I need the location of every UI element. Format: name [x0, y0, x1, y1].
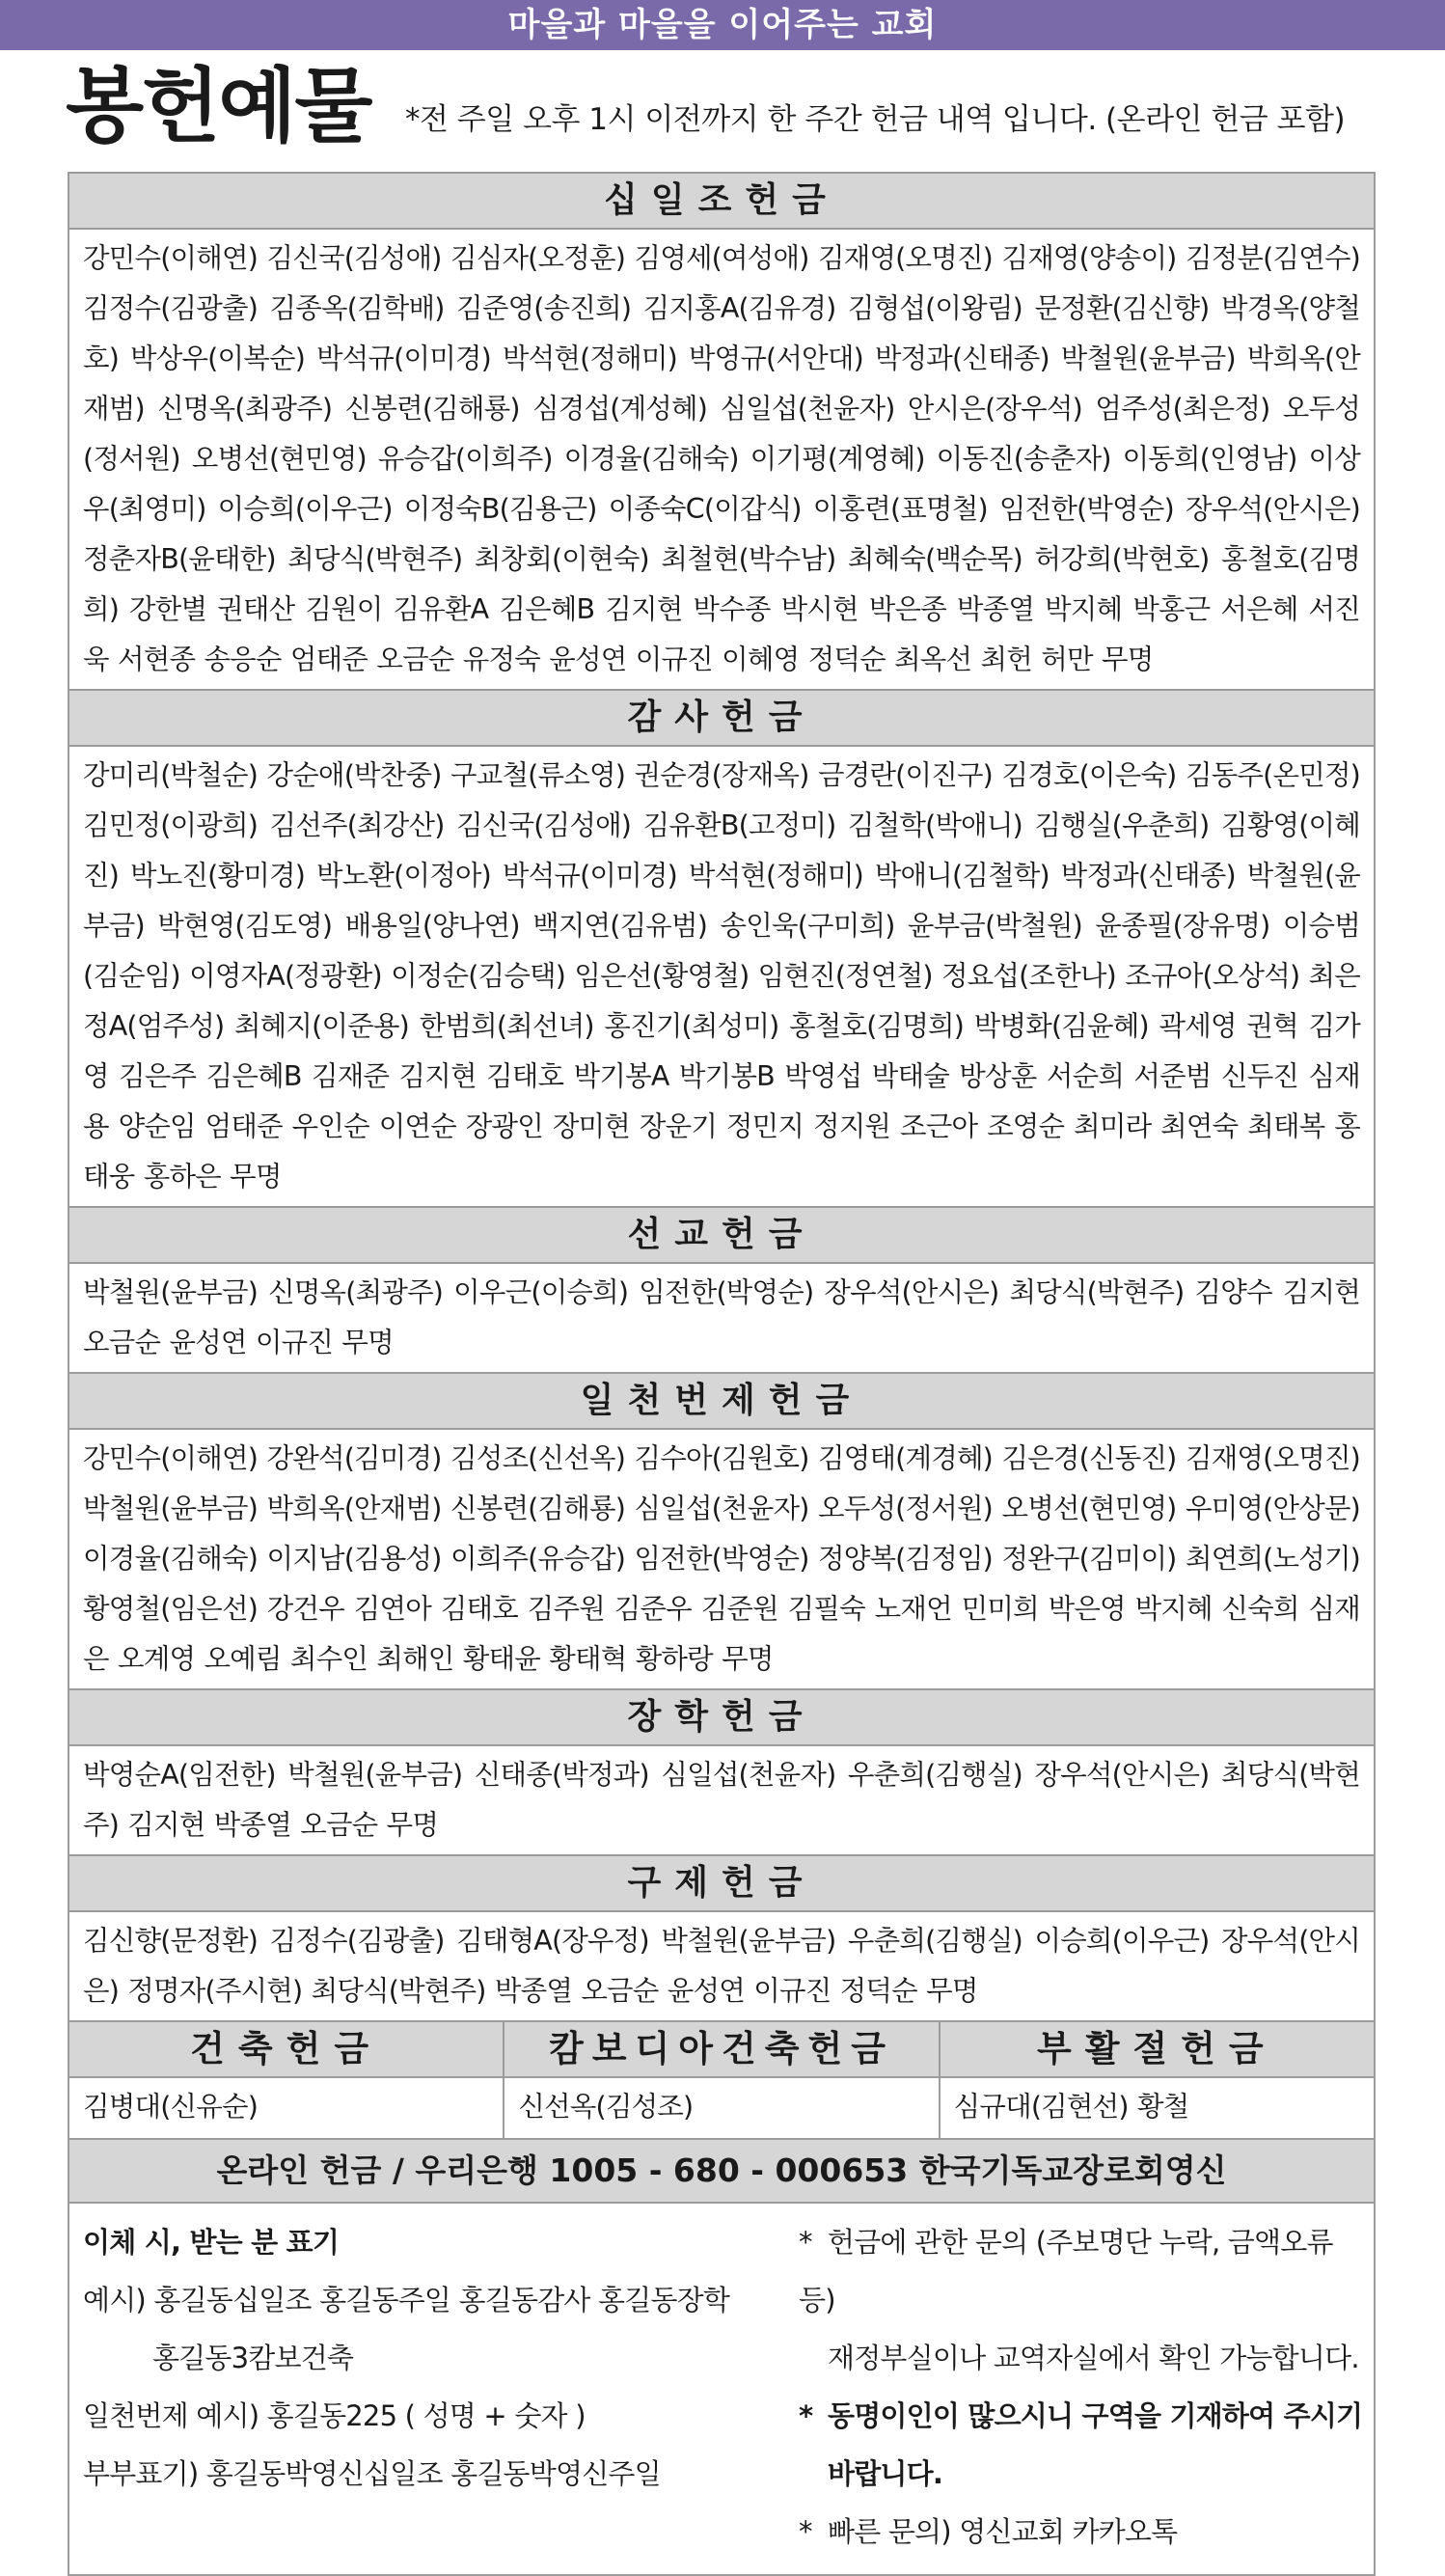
building-section	[69, 2022, 504, 2138]
section-heading: 감사헌금	[69, 689, 1374, 747]
section-heading: 구제헌금	[69, 1854, 1374, 1912]
church-motto-banner: 마을과 마을을 이어주는 교회	[0, 0, 1445, 50]
three-column-row	[69, 2020, 1374, 2138]
name-list: 강민수(이해연) 김신국(김성애) 김심자(오정훈) 김영세(여성애) 김재영(오명진) 김재영(양송이) 김정분(김연수) 김정수(김광출) 김종옥(김학배) 김준영(송진희) 김지홍A(김유경) 김형섭(이왕림) 문정환(김신향) 박경옥(양철호) 박상우(이복순) 박석규(이미경) 박석현(정해미) 박영규(서안대) 박정과(신태종) 박철원(윤부금) 박희옥(안재범) 신명옥(최광주) 신봉련(김해룡) 심경섭(계성혜) 심일섭(천윤자) 안시은(장우석) 엄주성(최은정) 오두성(정서원) 오병선(현민영) 유승갑(이희주) 이경율(김해숙) 이기평(계영혜) 이동진(송춘자) 이동희(인영남) 이상우(최영미) 이승희(이우근) 이정숙B(김용근) 이종숙C(이갑식) 이홍련(표명철) 임전한(박영순) 장우석(안시은) 정춘자B(윤태한) 최당식(박현주) 최창회(이현숙) 최철현(박수남) 최혜숙(백순목) 허강희(박현호) 홍철호(김명희) 강한별 권태산 김원이 김유환A 김은혜B 김지현 박수종 박시현 박은종 박종열 박지혜 박홍근 서은혜 서진욱 서현종 송응순 엄태준 오금순 유정숙 윤성연 이규진 이혜영 정덕순 최옥선 최헌 허만 무명	[83, 242, 1360, 675]
period-note: *전 주일 오후 1시 이전까지 한 주간 헌금 내역 입니다. (온라인 헌금 포함)	[405, 102, 1346, 137]
name-list: 박영순A(임전한) 박철원(윤부금) 신태종(박정과) 심일섭(천윤자) 우춘희(김행실) 장우석(안시은) 최당식(박현주) 김지현 박종열 오금순 무명	[83, 1759, 1360, 1841]
page-title: 봉헌예물	[66, 59, 371, 153]
name-list: 강미리(박철순) 강순애(박찬중) 구교철(류소영) 권순경(장재옥) 금경란(이진구) 김경호(이은숙) 김동주(온민정) 김민정(이광희) 김선주(최강산) 김신국(김성애) 김유환B(고정미) 김철학(박애니) 김행실(우춘희) 김황영(이혜진) 박노진(황미경) 박노환(이정아) 박석규(이미경) 박석현(정해미) 박애니(김철학) 박정과(신태종) 박철원(윤부금) 박현영(김도영) 배용일(양나연) 백지연(김유범) 송인욱(구미희) 윤부금(박철원) 윤종필(장유명) 이승범(김순임) 이영자A(정광환) 이정순(김승택) 임은선(황영철) 임현진(정연철) 정요섭(조한나) 조규아(오상석) 최은정A(엄주성) 최혜지(이준용) 한범희(최선녀) 홍진기(최성미) 홍철호(김명희) 박병화(김윤혜) 곽세영 권혁 김가영 김은주 김은혜B 김재준 김지현 김태호 박기봉A 박기봉B 박영섭 박태술 방상훈 서순희 서준범 신두진 심재용 양순임 엄태준 우인순 이연순 장광인 장미현 장운기 정민지 정지원 조근아 조영순 최미라 최연숙 최태복 홍태웅 홍하은 무명	[83, 759, 1360, 1192]
inquiry-note: * 동명이인이 많으시니 구역을 기재하여 주시기	[799, 2387, 1364, 2445]
name-list: 신선옥(김성조)	[518, 2091, 694, 2123]
guide-example: 부부표기) 홍길동박영신십일조 홍길동박영신주일	[83, 2457, 661, 2490]
section-heading: 선교헌금	[69, 1206, 1374, 1264]
relief-section	[69, 1854, 1374, 2020]
inquiry-note: * 헌금에 관한 문의 (주보명단 누락, 금액오류 등)	[799, 2213, 1364, 2329]
cambodia-building-section	[504, 2022, 940, 2138]
transfer-instructions	[69, 2204, 1374, 2574]
inquiry-notes	[799, 2213, 1364, 2561]
thanksgiving-section	[69, 689, 1374, 1206]
online-offering-account: 온라인 헌금 / 우리은행 1005 - 680 - 000653 한국기독교장로회영신	[69, 2138, 1374, 2204]
name-list: 김병대(신유순)	[83, 2091, 259, 2123]
name-list: 김신향(문정환) 김정수(김광출) 김태형A(장우정) 박철원(윤부금) 우춘희(김행실) 이승희(이우근) 장우석(안시은) 정명자(주시현) 최당식(박현주) 박종열 오금순 윤성연 이규진 정덕순 무명	[83, 1925, 1360, 2007]
inquiry-note: * 빠른 문의) 영신교회 카카오톡	[799, 2503, 1364, 2561]
name-list: 박철원(윤부금) 신명옥(최광주) 이우근(이승희) 임전한(박영순) 장우석(안시은) 최당식(박현주) 김양수 김지현 오금순 윤성연 이규진 무명	[83, 1276, 1360, 1358]
mission-section	[69, 1206, 1374, 1372]
asterisk-mark: *	[799, 2226, 812, 2259]
name-list: 심규대(김현선) 황철	[953, 2091, 1189, 2123]
guide-example: 일천번제 예시) 홍길동225 ( 성명 + 숫자 )	[83, 2399, 586, 2432]
section-heading: 일천번제헌금	[69, 1372, 1374, 1430]
name-list: 강민수(이해연) 강완석(김미경) 김성조(신선옥) 김수아(김원호) 김영태(계경혜) 김은경(신동진) 김재영(오명진) 박철원(윤부금) 박희옥(안재범) 신봉련(김해룡) 심일섭(천윤자) 오두성(정서원) 오병선(현민영) 우미영(안상문) 이경율(김해숙) 이지남(김용성) 이희주(유승갑) 임전한(박영순) 정양복(김정임) 정완구(김미이) 최연희(노성기) 황영철(임은선) 강건우 김연아 김태호 김주원 김준우 김준원 김필숙 노재언 민미희 박은영 박지혜 신숙희 심재은 오계영 오예림 최수인 최해인 황태윤 황태혁 황하랑 무명	[83, 1442, 1360, 1675]
section-heading: 장학헌금	[69, 1688, 1374, 1746]
transfer-label-guide	[83, 2213, 799, 2561]
guide-example: 홍길동3캄보건축	[152, 2342, 354, 2374]
offering-table	[68, 172, 1376, 2576]
section-heading: 부활절헌금	[941, 2022, 1374, 2078]
tithe-section	[69, 174, 1374, 689]
section-heading: 건축헌금	[69, 2022, 503, 2078]
easter-section	[941, 2022, 1374, 2138]
inquiry-note-cont: 바랍니다.	[828, 2457, 943, 2490]
guide-example: 예시) 홍길동십일조 홍길동주일 홍길동감사 홍길동장학	[83, 2284, 730, 2316]
inquiry-note-cont: 재정부실이나 교역자실에서 확인 가능합니다.	[828, 2342, 1359, 2374]
guide-heading: 이체 시, 받는 분 표기	[83, 2226, 340, 2259]
asterisk-mark: *	[799, 2515, 812, 2548]
section-heading: 십일조헌금	[69, 174, 1374, 230]
section-heading: 캄보디아건축헌금	[504, 2022, 938, 2078]
thousand-offering-section	[69, 1372, 1374, 1688]
scholarship-section	[69, 1688, 1374, 1854]
asterisk-mark: *	[799, 2399, 813, 2432]
